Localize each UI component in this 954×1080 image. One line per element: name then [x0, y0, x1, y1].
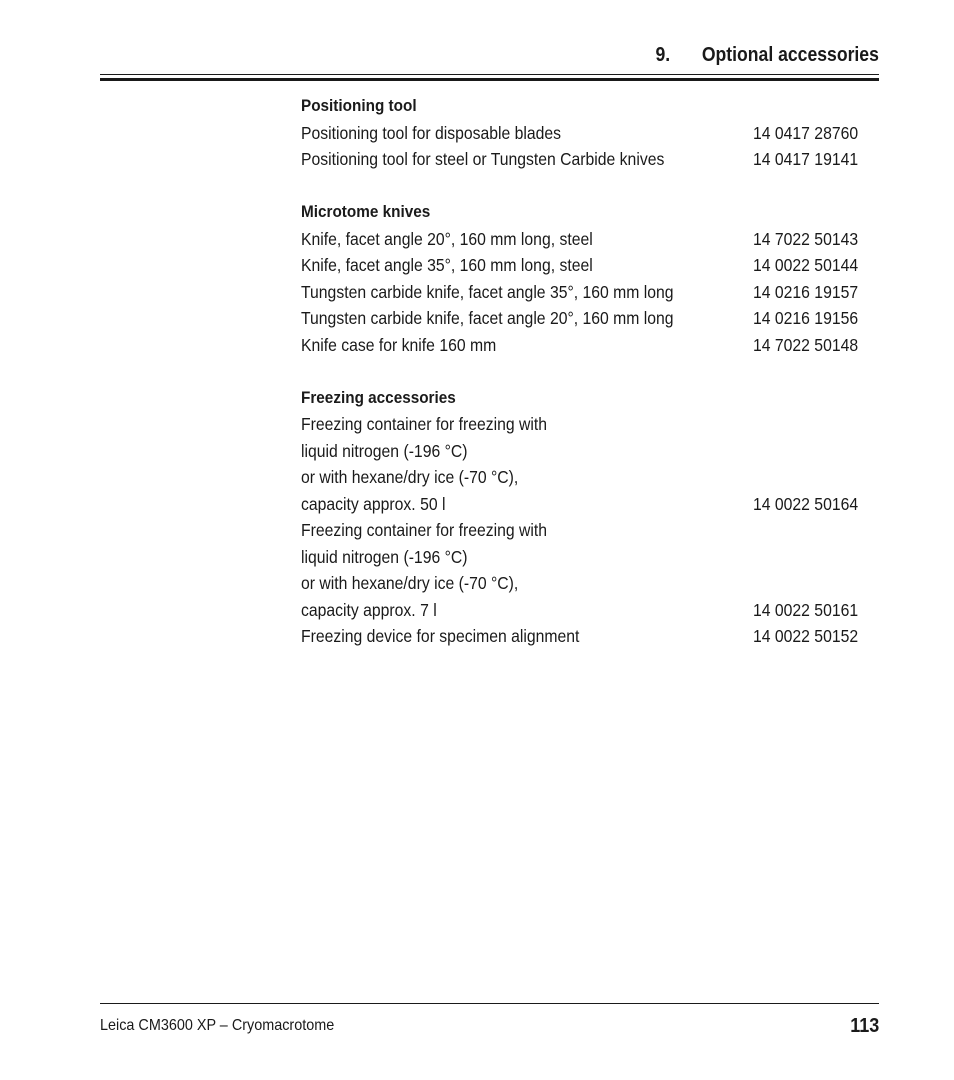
- item-description: Tungsten carbide knife, facet angle 35°, 160 mm long: [301, 281, 674, 302]
- item-order-number: 14 0216 19157: [753, 281, 859, 302]
- section-title: Microtome knives: [301, 202, 431, 221]
- item-description: liquid nitrogen (-196 °C): [301, 440, 468, 461]
- footer-rule: [100, 1003, 879, 1004]
- item-order-number: 14 0022 50152: [753, 626, 859, 646]
- item-order-number: 14 0022 50144: [753, 255, 859, 275]
- list-item: [301, 146, 861, 173]
- chapter-number: 9.: [655, 44, 671, 66]
- item-description: Knife, facet angle 35°, 160 mm long, steel: [301, 255, 593, 275]
- section-freezing-accessories: [301, 385, 861, 650]
- item-description: Freezing container for freezing with: [301, 414, 547, 434]
- item-order-number: 14 0216 19156: [753, 308, 859, 328]
- item-description: or with hexane/dry ice (-70 °C),: [301, 573, 519, 593]
- list-item: [301, 411, 861, 438]
- section-positioning-tool: [301, 93, 861, 173]
- chapter-title: Optional accessories: [701, 44, 879, 66]
- item-description: or with hexane/dry ice (-70 °C),: [301, 467, 519, 487]
- section-title: Positioning tool: [301, 96, 417, 115]
- page-number: 113: [849, 1015, 879, 1037]
- list-item: [301, 597, 861, 624]
- item-description: Freezing container for freezing with: [301, 520, 547, 540]
- item-description: Knife case for knife 160 mm: [301, 334, 497, 355]
- list-item: [301, 226, 861, 253]
- item-description: Knife, facet angle 20°, 160 mm long, steel: [301, 228, 593, 249]
- item-order-number: 14 7022 50148: [753, 334, 859, 355]
- list-item: [301, 544, 861, 571]
- item-description: capacity approx. 7 l: [301, 599, 437, 620]
- list-item: [301, 438, 861, 465]
- list-item: [301, 570, 861, 597]
- item-order-number: 14 0417 28760: [753, 122, 859, 143]
- item-description: Positioning tool for disposable blades: [301, 122, 562, 143]
- section-microtome-knives: [301, 199, 861, 358]
- list-item: [301, 120, 861, 147]
- footer-product-name: Leica CM3600 XP – Cryomacrotome: [100, 1017, 335, 1034]
- item-order-number: 14 0022 50161: [753, 599, 859, 620]
- list-item: [301, 332, 861, 359]
- item-description: Freezing device for specimen alignment: [301, 626, 580, 646]
- list-item: [301, 517, 861, 544]
- item-description: liquid nitrogen (-196 °C): [301, 546, 468, 567]
- item-order-number: 14 7022 50143: [753, 228, 859, 249]
- list-item: [301, 252, 861, 279]
- list-item: [301, 464, 861, 491]
- page-header: [100, 44, 879, 72]
- item-description: Positioning tool for steel or Tungsten Carbide knives: [301, 149, 665, 169]
- header-rule-thick: [100, 78, 879, 81]
- chapter-heading: [656, 44, 879, 67]
- item-order-number: 14 0417 19141: [753, 149, 859, 169]
- section-title: Freezing accessories: [301, 387, 456, 407]
- accessories-list: [301, 93, 861, 676]
- item-description: Tungsten carbide knife, facet angle 20°, 160 mm long: [301, 308, 674, 328]
- list-item: [301, 623, 861, 650]
- item-description: capacity approx. 50 l: [301, 493, 446, 514]
- list-item: [301, 305, 861, 332]
- list-item: [301, 279, 861, 306]
- header-rule-thin: [100, 74, 879, 75]
- list-item: [301, 491, 861, 518]
- item-order-number: 14 0022 50164: [753, 493, 859, 514]
